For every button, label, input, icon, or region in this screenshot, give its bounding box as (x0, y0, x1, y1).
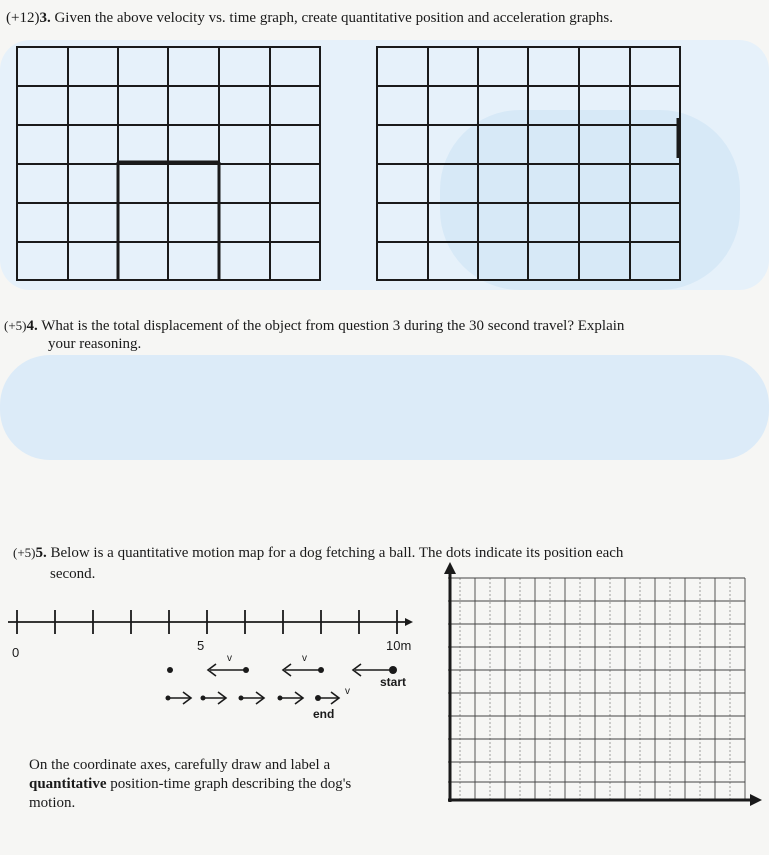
q4-line1: What is the total displacement of the object from question 3 during the 30 second travel? Explain (41, 318, 625, 334)
question-3 (6, 9, 613, 28)
q3-number: 3. (39, 10, 51, 26)
start-label: start (380, 675, 407, 689)
highlight-blob (0, 355, 769, 460)
q5-number: 5. (35, 545, 47, 561)
q5-instr-bold: quantitative (29, 776, 107, 792)
tick-label-5: 5 (197, 638, 205, 653)
acceleration-graph-grid (376, 46, 682, 282)
q5-line2: second. (50, 566, 96, 582)
position-time-axes (440, 560, 769, 810)
q3-text: Given the above velocity vs. time graph, create quantitative position and acceleration graphs. (54, 10, 614, 26)
q4-number: 4. (26, 318, 38, 334)
velocity-label: v (227, 653, 232, 664)
q5-instr-line2 (29, 775, 439, 794)
velocity-label: v (345, 686, 350, 697)
q5-instructions (29, 756, 439, 813)
question-4 (4, 316, 624, 336)
q5-instr-rest: position-time graph describing the dog's (106, 776, 352, 792)
end-label: end (313, 707, 335, 721)
q5-instr-line1: On the coordinate axes, carefully draw and label a (29, 757, 331, 773)
position-graph-grid (16, 46, 322, 282)
q4-points: (+5) (4, 318, 27, 333)
q5-line1: Below is a quantitative motion map for a dog fetching a ball. The dots indicate its position each (50, 545, 624, 561)
tick-label-0: 0 (12, 645, 20, 660)
q5-points: (+5) (13, 545, 36, 560)
q4-line2: your reasoning. (48, 336, 142, 352)
motion-map-number-line (0, 600, 420, 640)
tick-label-10m: 10m (386, 638, 412, 653)
velocity-label: v (302, 653, 307, 664)
q3-points: (+12) (6, 10, 40, 26)
q5-instr-line3: motion. (29, 795, 76, 811)
motion-map-vectors (150, 650, 410, 720)
